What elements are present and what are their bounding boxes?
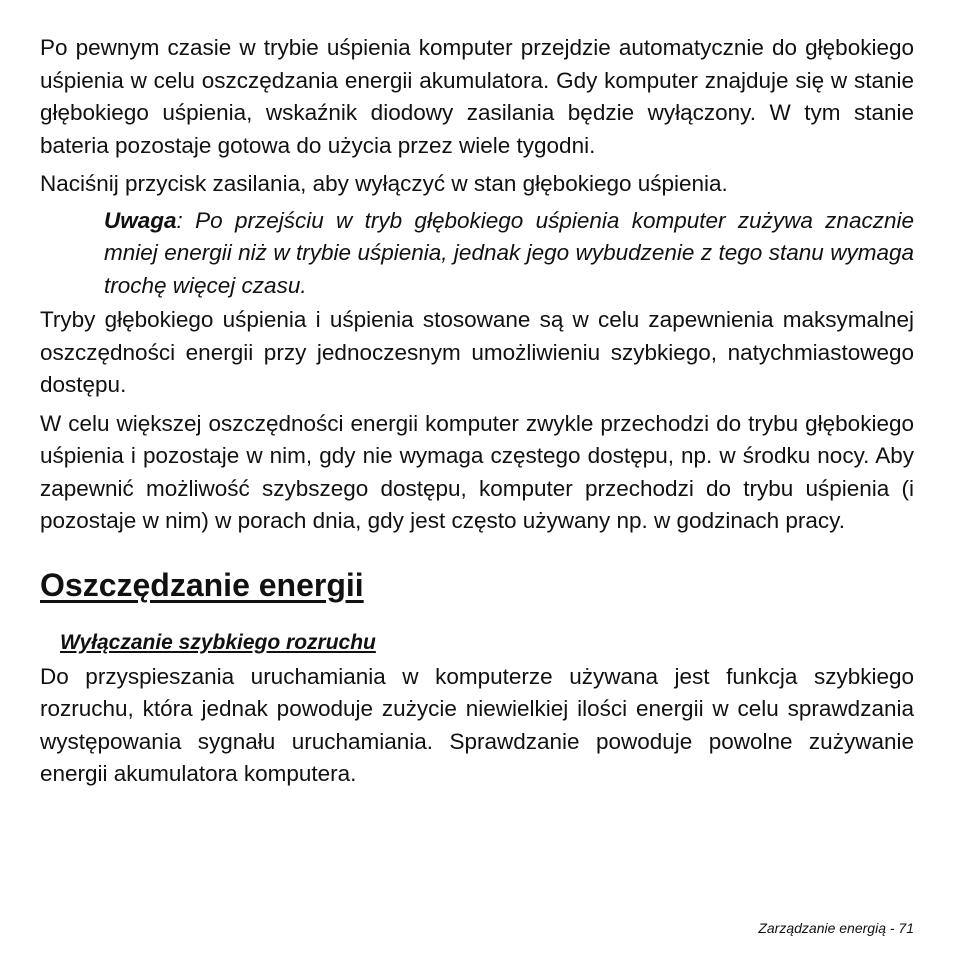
note-label: Uwaga (104, 207, 177, 233)
paragraph-fast-startup: Do przyspieszania uruchamiania w komputerze używana jest funkcja szybkiego rozruchu, która jednak powoduje zużycie niewielkiej ilości energii w celu sprawdzania występowania sygnału uruchamiania. Sprawdzanie powoduje powolne zużywanie energii akumulatora komputera. (40, 663, 914, 786)
paragraph-energy-saving: W celu większej oszczędności energii komputer zwykle przechodzi do trybu głębokiego uśpienia i pozostaje w nim, gdy nie wymaga częstego dostępu, np. w środku nocy. Aby zapewnić możliwość szybszego dostępu, komputer przechodzi do trybu uśpienia (i pozostaje w nim) w porach dnia, gdy jest często używany np. w godzinach pracy. (40, 410, 914, 533)
paragraph-sleep-modes: Tryby głębokiego uśpienia i uśpienia stosowane są w celu zapewnienia maksymalnej oszczędności energii przy jednoczesnym umożliwieniu szybkiego, natychmiastowego dostępu. (40, 307, 914, 397)
page-footer: Zarządzanie energią - 71 (758, 920, 914, 936)
note-block (104, 205, 914, 303)
note-text: : Po przejściu w tryb głębokiego uśpienia komputer zużywa znacznie mniej energii niż w trybie uśpienia, jednak jego wybudzenie z tego stanu wymaga trochę więcej czasu. (104, 207, 914, 298)
subsection-heading: Wyłączanie szybkiego rozruchu (60, 630, 376, 654)
section-heading: Oszczędzanie energii (40, 566, 364, 603)
paragraph-power-button: Naciśnij przycisk zasilania, aby wyłączyć w stan głębokiego uśpienia. (40, 171, 728, 196)
page-content (40, 32, 914, 791)
paragraph-deep-sleep-auto: Po pewnym czasie w trybie uśpienia komputer przejdzie automatycznie do głębokiego uśpienia w celu oszczędzania energii akumulatora. Gdy komputer znajduje się w stanie głębokiego uśpienia, wskaźnik diodowy zasilania będzie wyłączony. W tym stanie bateria pozostaje gotowa do użycia przez wiele tygodni. (40, 35, 914, 158)
